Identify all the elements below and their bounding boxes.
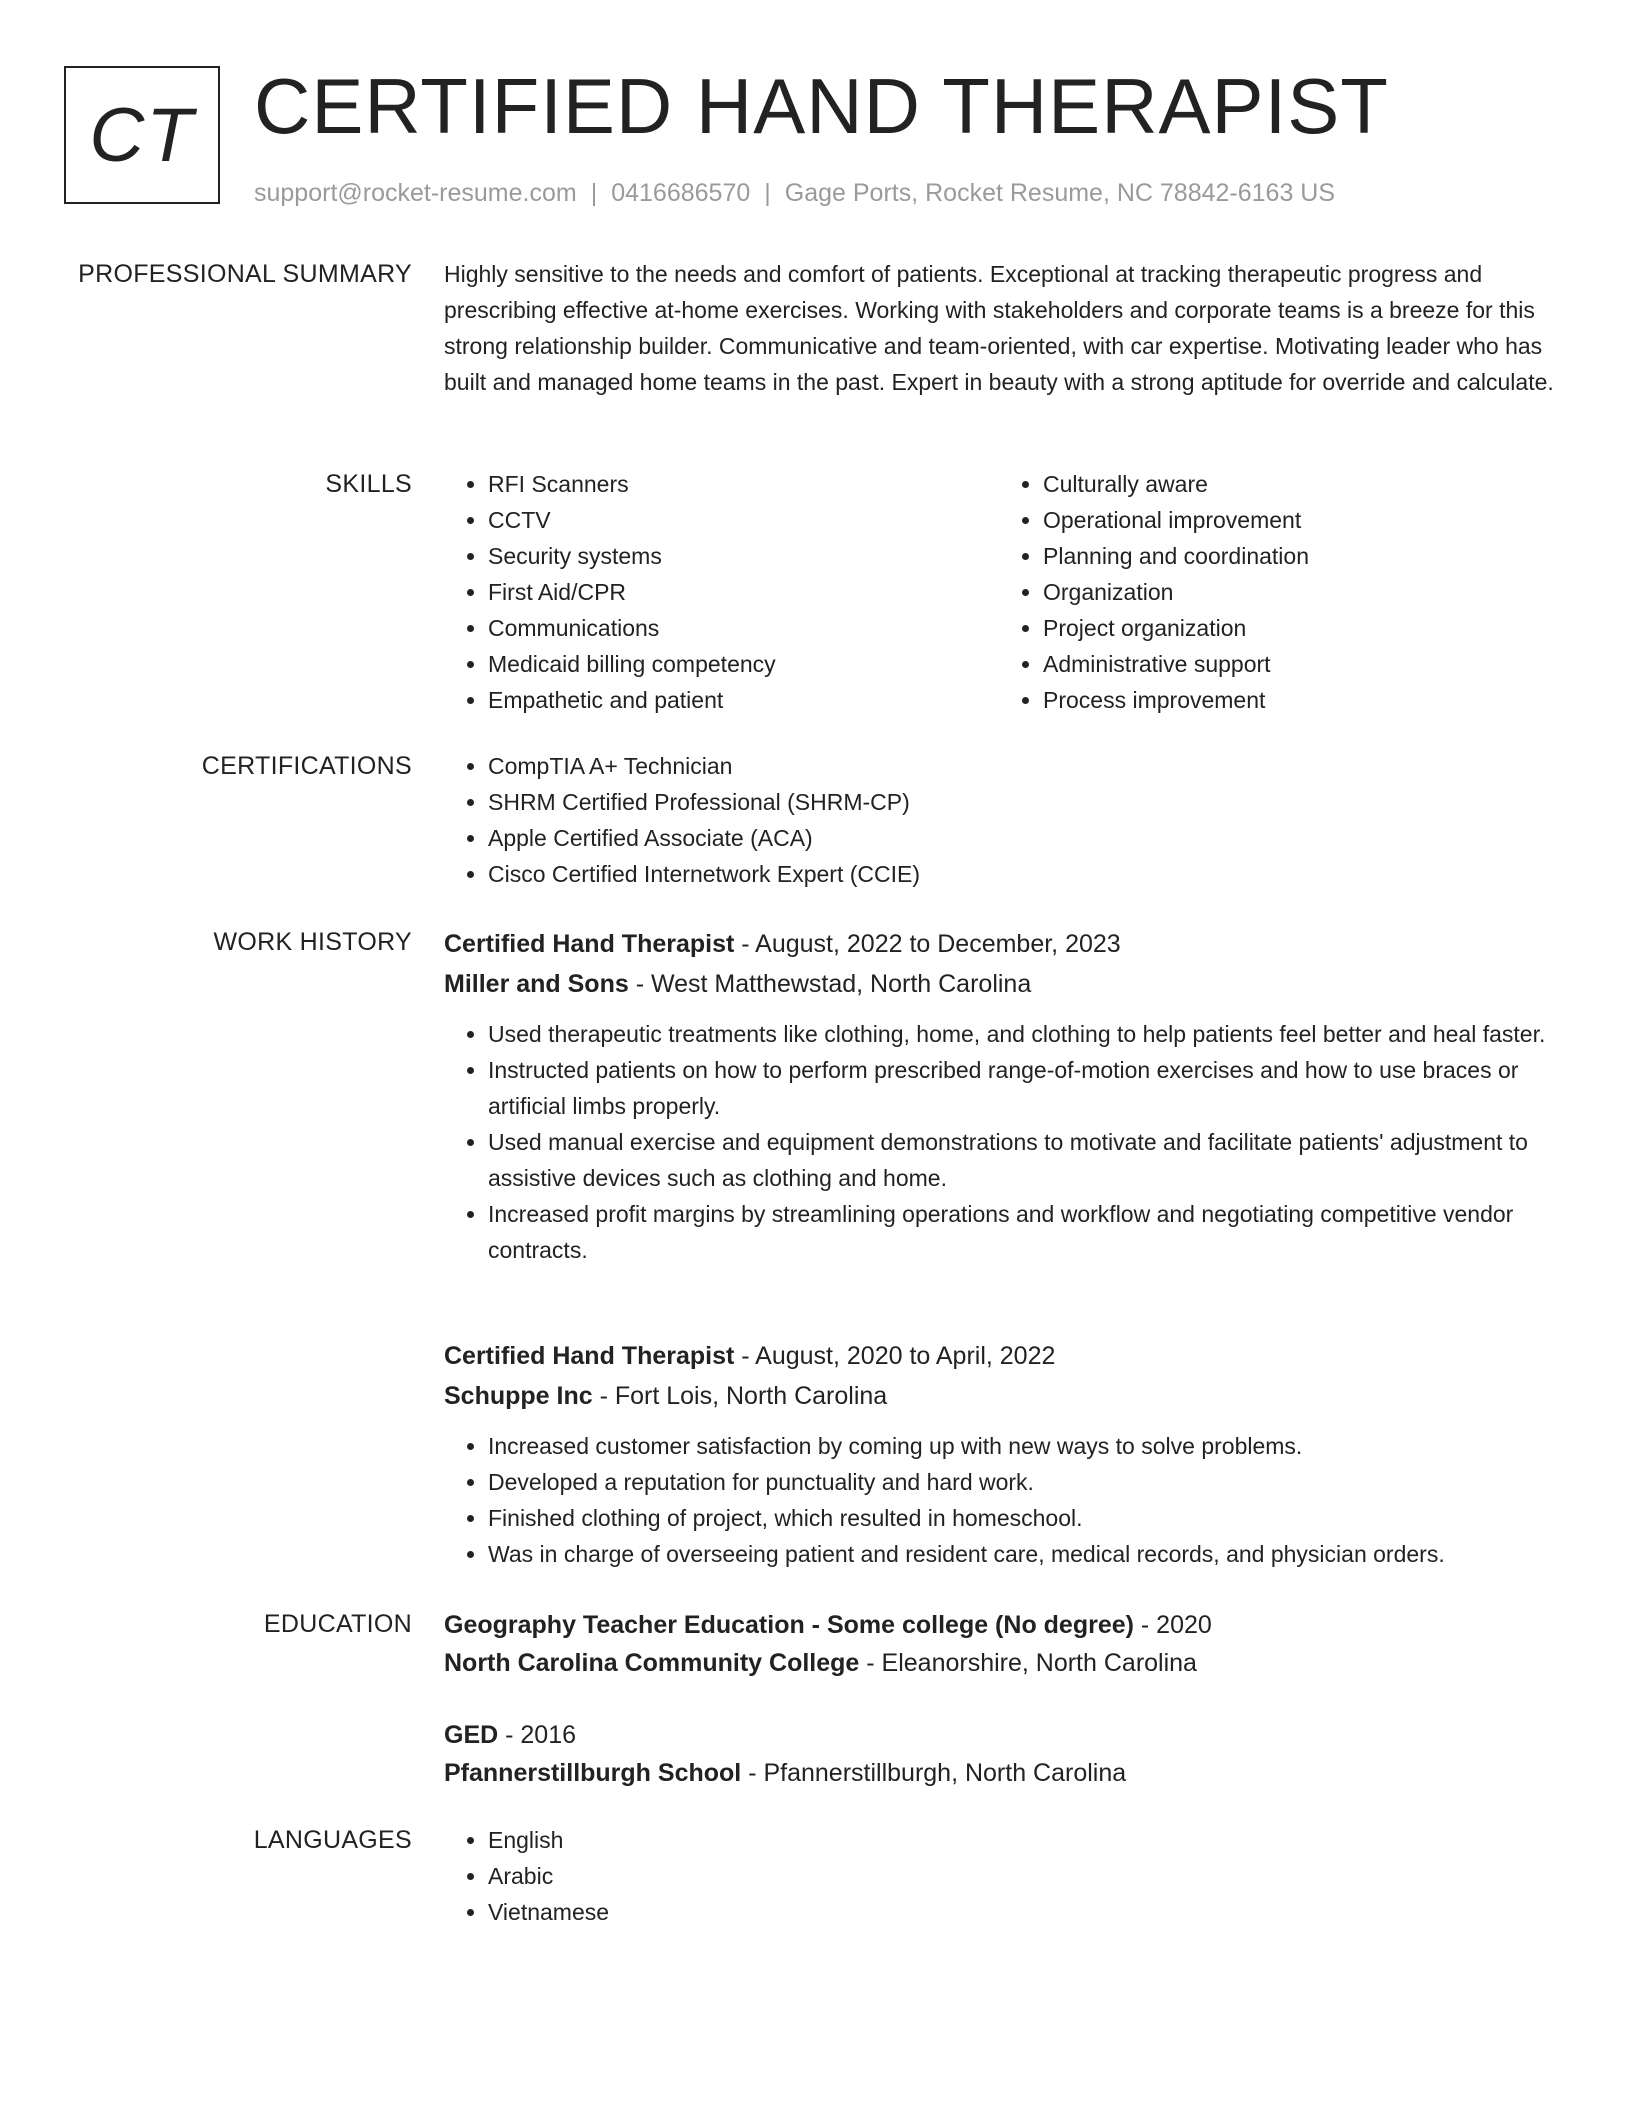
work-body bbox=[444, 924, 1554, 1268]
certification-item: • SHRM Certified Professional (SHRM-CP) bbox=[488, 784, 1554, 820]
skill-item: • Project organization bbox=[1043, 610, 1554, 646]
contact-line bbox=[254, 176, 1335, 211]
education-school-line bbox=[444, 1754, 1554, 1792]
job-bullet: • Finished clothing of project, which resulted in homeschool. bbox=[488, 1500, 1554, 1536]
section-label-certifications: CERTIFICATIONS bbox=[201, 752, 412, 780]
skill-item: • CCTV bbox=[488, 502, 999, 538]
education-degree: GED bbox=[444, 1721, 499, 1749]
summary-body bbox=[444, 256, 1554, 400]
skill-item: • Empathetic and patient bbox=[488, 682, 999, 718]
skill-item: • Medicaid billing competency bbox=[488, 646, 999, 682]
job-bullet: • Was in charge of overseeing patient and resident care, medical records, and physician orders. bbox=[488, 1536, 1554, 1572]
job-dates: - August, 2020 to April, 2022 bbox=[734, 1342, 1056, 1370]
certifications-body bbox=[444, 748, 1554, 892]
education-entry bbox=[444, 1716, 1554, 1792]
certification-item: • Apple Certified Associate (ACA) bbox=[488, 820, 1554, 856]
summary-text: Highly sensitive to the needs and comfort of patients. Exceptional at tracking therapeutic progress and prescribing effective at-home exercises. Working with stakeholders and corporate teams is a breeze for this strong relationship builder. Communicative and team-oriented, with car expertise. Motivating leader who has built and managed home teams in the past. Expert in beauty with a strong aptitude for override and calculate. bbox=[444, 261, 1554, 395]
contact-email[interactable]: support@rocket-resume.com bbox=[254, 179, 577, 207]
skill-item: • First Aid/CPR bbox=[488, 574, 999, 610]
skills-body bbox=[444, 466, 1554, 718]
education-body-2 bbox=[444, 1716, 1554, 1792]
skills-list-right bbox=[999, 466, 1554, 718]
certification-item: • CompTIA A+ Technician bbox=[488, 748, 1554, 784]
education-location: - Eleanorshire, North Carolina bbox=[859, 1649, 1197, 1677]
job-entry bbox=[444, 1336, 1554, 1572]
job-title: Certified Hand Therapist bbox=[444, 930, 735, 958]
skill-item: • RFI Scanners bbox=[488, 466, 999, 502]
education-school: North Carolina Community College bbox=[444, 1649, 860, 1677]
skills-list-left bbox=[444, 466, 999, 718]
job-entry bbox=[444, 924, 1554, 1268]
contact-separator: | bbox=[590, 179, 598, 207]
job-bullet: • Increased profit margins by streamlining operations and workflow and negotiating competitive vendor contracts. bbox=[488, 1196, 1554, 1268]
job-title-line bbox=[444, 924, 1554, 964]
contact-address: Gage Ports, Rocket Resume, NC 78842-6163 US bbox=[784, 179, 1336, 207]
language-item: • Vietnamese bbox=[488, 1894, 1554, 1930]
section-label-work: WORK HISTORY bbox=[213, 928, 412, 956]
skill-item: • Operational improvement bbox=[1043, 502, 1554, 538]
job-bullet: • Instructed patients on how to perform prescribed range-of-motion exercises and how to use braces or artificial limbs properly. bbox=[488, 1052, 1554, 1124]
job-company-line bbox=[444, 1376, 1554, 1416]
education-year: - 2020 bbox=[1133, 1611, 1212, 1639]
skill-item: • Culturally aware bbox=[1043, 466, 1554, 502]
job-title-line bbox=[444, 1336, 1554, 1376]
job-company: Schuppe Inc bbox=[444, 1382, 593, 1410]
education-entry bbox=[444, 1606, 1554, 1682]
job-bullets bbox=[444, 1016, 1554, 1268]
education-degree-line bbox=[444, 1606, 1554, 1644]
section-label-education: EDUCATION bbox=[263, 1610, 412, 1638]
job-bullet: • Used therapeutic treatments like clothing, home, and clothing to help patients feel better and heal faster. bbox=[488, 1016, 1554, 1052]
education-year: - 2016 bbox=[498, 1721, 577, 1749]
skill-item: • Process improvement bbox=[1043, 682, 1554, 718]
languages-list bbox=[444, 1822, 1554, 1930]
education-school-line bbox=[444, 1644, 1554, 1682]
job-company: Miller and Sons bbox=[444, 970, 629, 998]
education-location: - Pfannerstillburgh, North Carolina bbox=[741, 1759, 1127, 1787]
skill-item: • Security systems bbox=[488, 538, 999, 574]
job-company-line bbox=[444, 964, 1554, 1004]
skill-item: • Planning and coordination bbox=[1043, 538, 1554, 574]
job-bullet: • Developed a reputation for punctuality and hard work. bbox=[488, 1464, 1554, 1500]
job-location: - Fort Lois, North Carolina bbox=[592, 1382, 888, 1410]
section-label-languages: LANGUAGES bbox=[253, 1826, 412, 1854]
language-item: • English bbox=[488, 1822, 1554, 1858]
job-dates: - August, 2022 to December, 2023 bbox=[734, 930, 1121, 958]
contact-separator: | bbox=[764, 179, 771, 207]
languages-body bbox=[444, 1822, 1554, 1930]
job-title: Certified Hand Therapist bbox=[444, 1342, 735, 1370]
section-label-skills: SKILLS bbox=[325, 470, 412, 498]
job-bullet: • Increased customer satisfaction by coming up with new ways to solve problems. bbox=[488, 1428, 1554, 1464]
skill-item: • Organization bbox=[1043, 574, 1554, 610]
skills-grid bbox=[444, 466, 1554, 718]
job-bullets bbox=[444, 1428, 1554, 1572]
monogram-logo: CT bbox=[64, 66, 220, 204]
skill-item: • Communications bbox=[488, 610, 999, 646]
language-item: • Arabic bbox=[488, 1858, 1554, 1894]
education-degree: Geography Teacher Education - Some college (No degree) bbox=[444, 1611, 1134, 1639]
education-degree-line bbox=[444, 1716, 1554, 1754]
certification-item: • Cisco Certified Internetwork Expert (CCIE) bbox=[488, 856, 1554, 892]
certifications-list bbox=[444, 748, 1554, 892]
section-label-summary: PROFESSIONAL SUMMARY bbox=[78, 260, 412, 288]
job-location: - West Matthewstad, North Carolina bbox=[628, 970, 1032, 998]
work-body-2 bbox=[444, 1336, 1554, 1572]
candidate-name: CERTIFIED HAND THERAPIST bbox=[254, 62, 1389, 150]
education-body bbox=[444, 1606, 1554, 1682]
education-school: Pfannerstillburgh School bbox=[444, 1759, 742, 1787]
resume-header bbox=[64, 64, 1564, 214]
skill-item: • Administrative support bbox=[1043, 646, 1554, 682]
job-bullet: • Used manual exercise and equipment demonstrations to motivate and facilitate patients' adjustment to assistive devices such as clothing and home. bbox=[488, 1124, 1554, 1196]
contact-phone[interactable]: 0416686570 bbox=[611, 179, 751, 207]
